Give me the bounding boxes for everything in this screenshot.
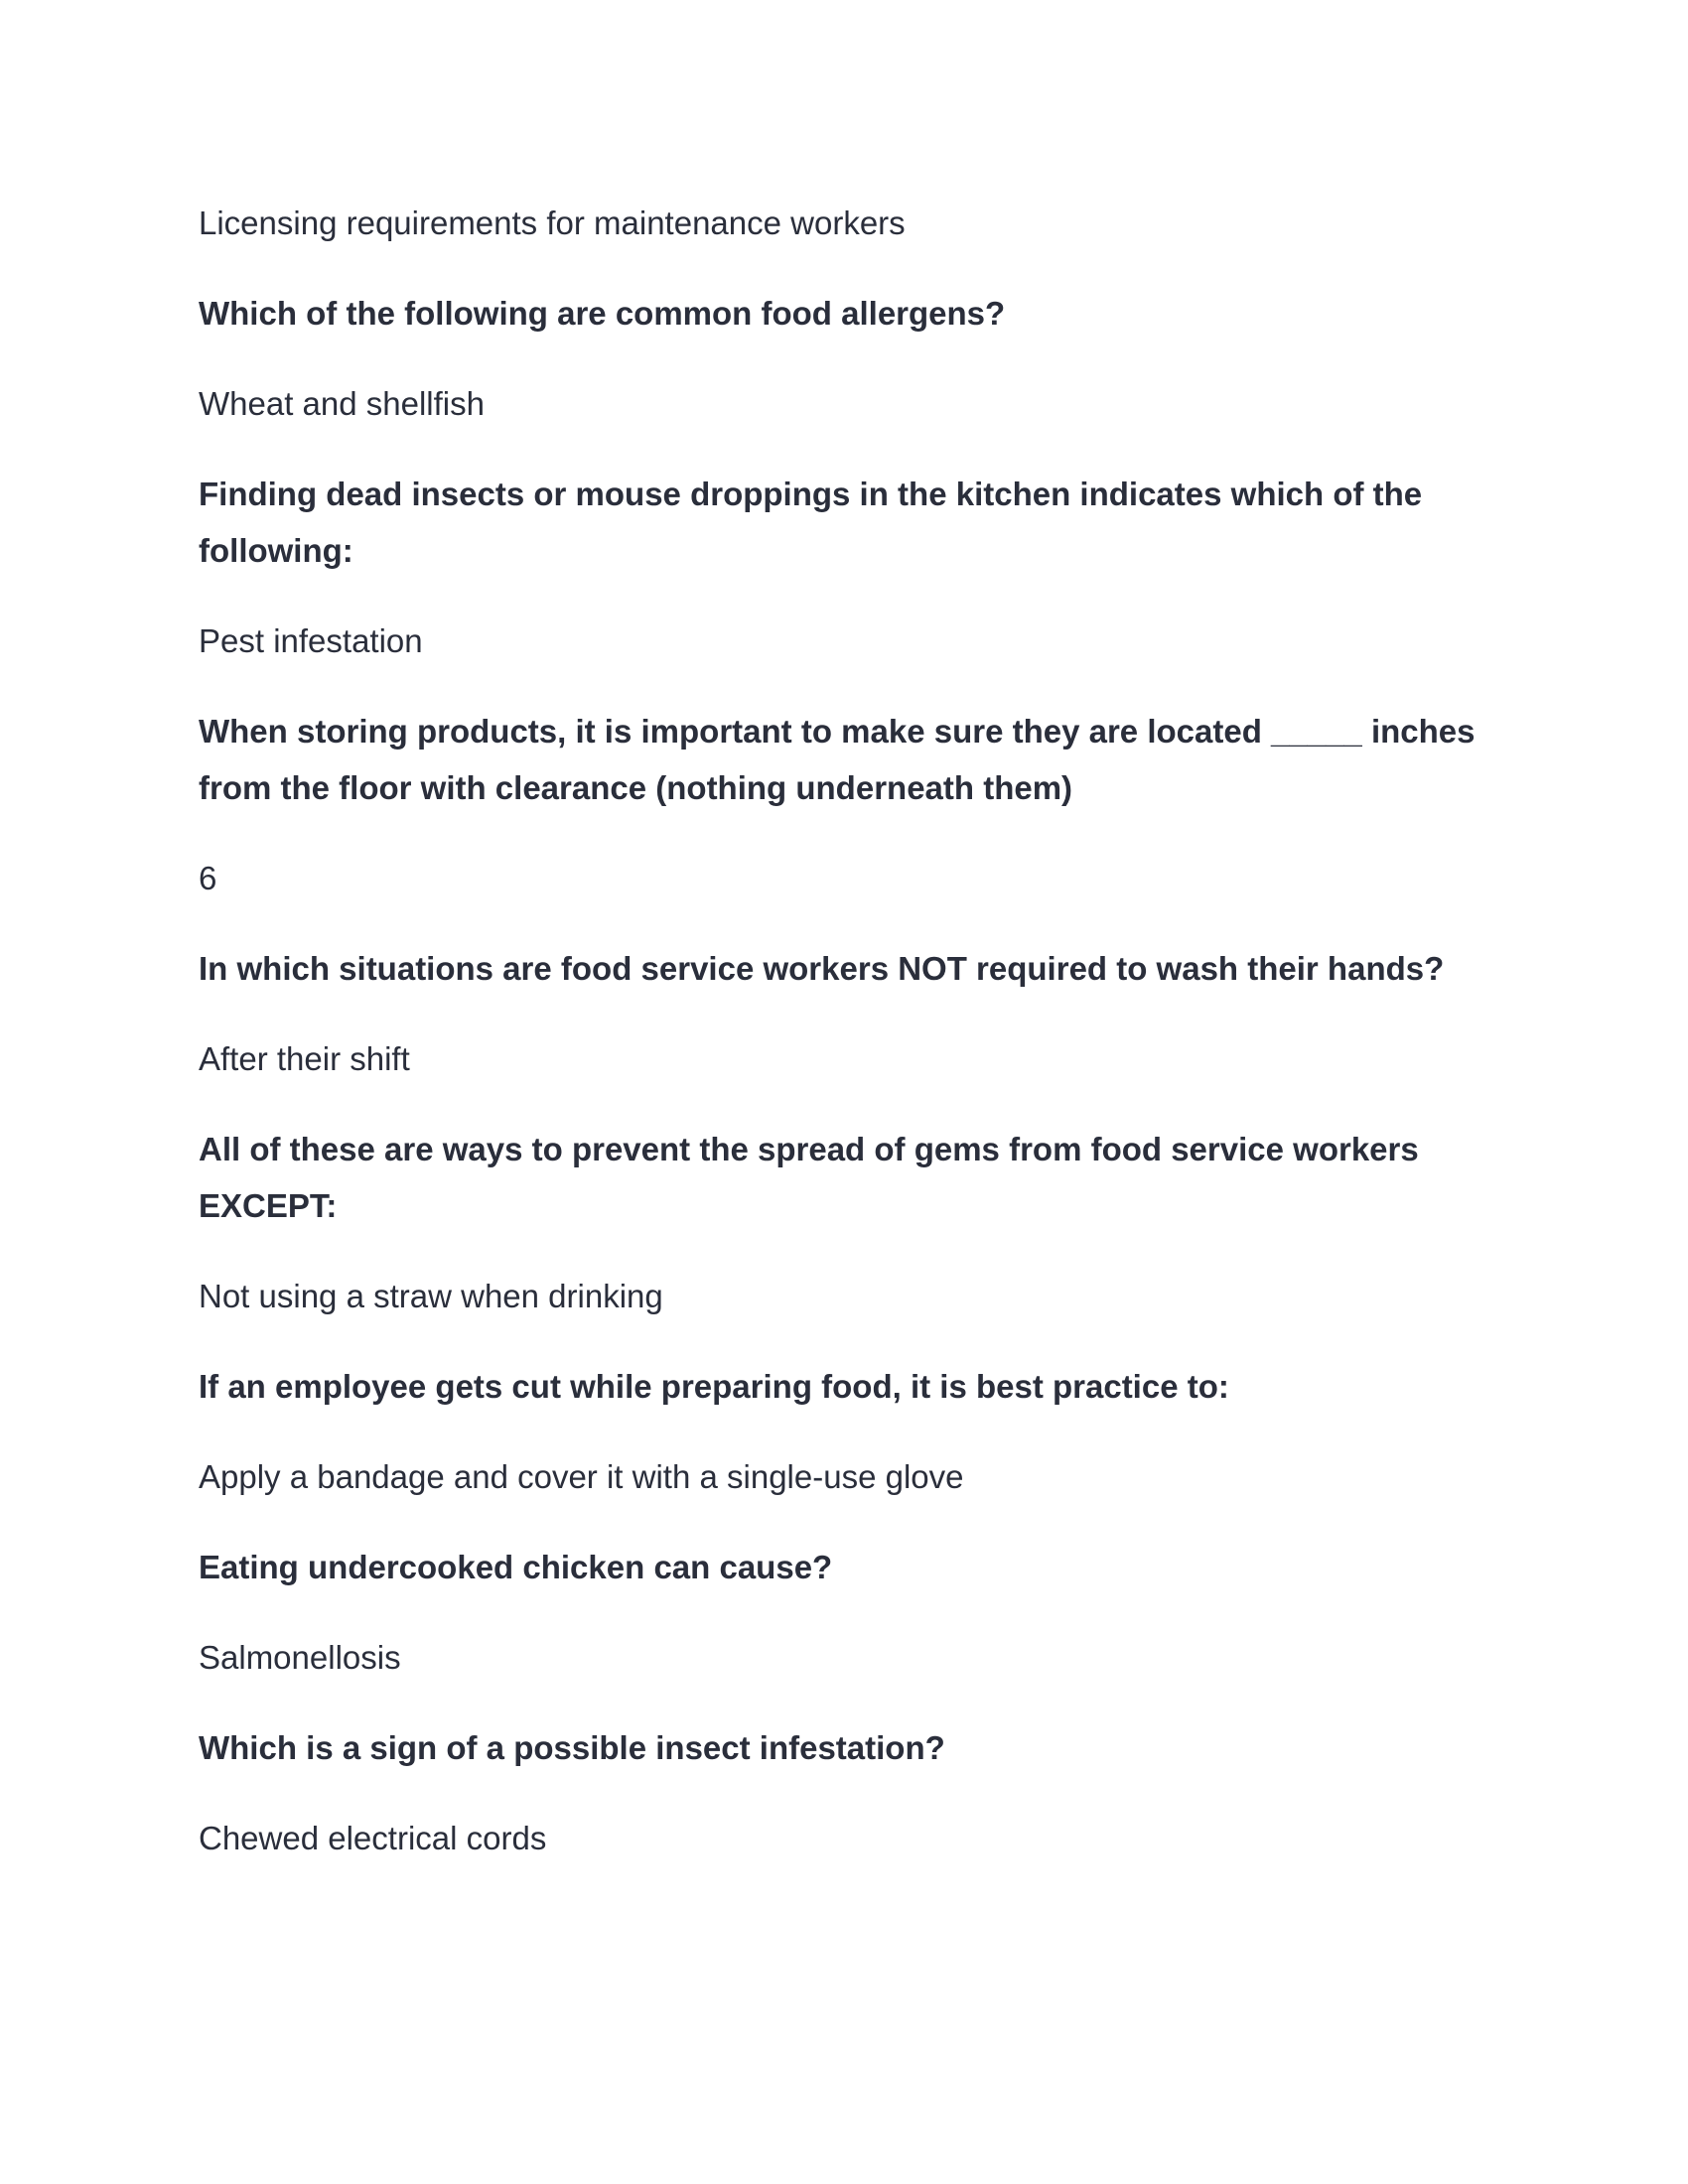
question-text: Which of the following are common food allergens? [199,295,1006,332]
question-text: Finding dead insects or mouse droppings in the kitchen indicates which of the following: [199,476,1423,569]
answer-text: 6 [199,860,217,896]
answer-text: After their shift [199,1040,410,1077]
document-content [199,195,1509,1900]
answer-text: Pest infestation [199,622,423,659]
answer-text: Licensing requirements for maintenance workers [199,205,906,241]
answer-text: Not using a straw when drinking [199,1278,663,1314]
answer-text: Chewed electrical cords [199,1820,547,1856]
answer-text: Salmonellosis [199,1639,401,1676]
question-text: Which is a sign of a possible insect infestation? [199,1729,945,1766]
question-text: Eating undercooked chicken can cause? [199,1549,833,1585]
answer-text: Wheat and shellfish [199,385,485,422]
question-text: If an employee gets cut while preparing food, it is best practice to: [199,1368,1229,1405]
answer-text: Apply a bandage and cover it with a single-use glove [199,1458,964,1495]
question-text: In which situations are food service workers NOT required to wash their hands? [199,950,1445,987]
question-text: All of these are ways to prevent the spread of gems from food service workers EXCEPT: [199,1131,1419,1224]
question-text: When storing products, it is important to make sure they are located _____ inches from the floor with clearance (nothing underneath them) [199,713,1476,806]
